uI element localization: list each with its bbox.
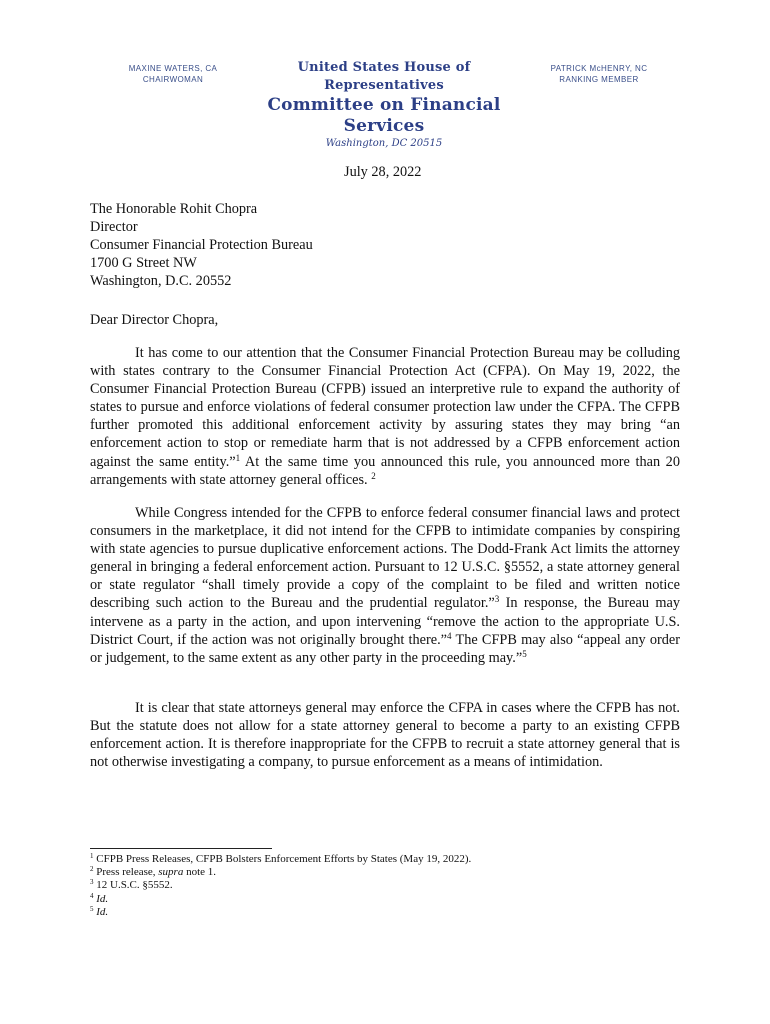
salutation: Dear Director Chopra, [90, 312, 219, 328]
ranking-member-title: RANKING MEMBER [559, 75, 639, 84]
paragraph-1-text-a: It has come to our attention that the Consumer Financial Protection Bureau may be colluding with states contrary to the Consumer Financial Protection Act (CFPA). On May 19, 2022, the Consumer Financial Protection Bureau (CFPB) issued an interpretive rule to expand the authority of states to pursue and enforce violations of federal consumer protection law under the CFPA. The CFPB further promoted this additional enforcement activity by assuring states they may bring “an enforcement action to stop or remediate harm that is not addressed by a CFPB enforcement action against the same entity.” [90, 345, 680, 470]
footnote-text: CFPB Press Releases, CFPB Bolsters Enforcement Efforts by States (May 19, 2022). [96, 853, 472, 865]
footnote-number: 3 [90, 878, 94, 887]
recipient-name: The Honorable Rohit Chopra [90, 201, 258, 217]
letter-date: July 28, 2022 [344, 164, 422, 180]
recipient-org: Consumer Financial Protection Bureau [90, 237, 313, 254]
footnote [90, 853, 680, 866]
letterhead-committee [245, 59, 523, 151]
recipient-street: 1700 G Street NW [90, 255, 197, 272]
paragraph-2-text-c: The CFPB may also “appeal any order or judgement, to the same extent as any other party in the proceeding may.” [90, 631, 680, 666]
footnote-ref-5: 5 [522, 648, 527, 659]
footnote-ref-2: 2 [371, 470, 376, 481]
paragraph-2 [90, 504, 680, 667]
footnote-ref-1: 1 [235, 452, 241, 463]
footnote-separator [90, 848, 272, 849]
chair-title: CHAIRWOMAN [142, 75, 204, 84]
footnote-number: 1 [90, 852, 94, 860]
footnote [90, 893, 680, 906]
recipient-title: Director [90, 219, 138, 236]
paragraph-1-text-b: At the same time you announced this rule, you announced more than 20 arrangements with state attorney general offices. [90, 453, 680, 488]
recipient-city: Washington, D.C. 20552 [90, 273, 232, 290]
footnote-italic: Id. [96, 892, 109, 905]
committee-location: Washington, DC 20515 [325, 138, 443, 149]
footnote-italic: Id. [96, 905, 109, 918]
footnote-ref-3: 3 [494, 594, 500, 605]
ranking-member-name: PATRICK McHENRY, NC [550, 64, 648, 73]
letterhead-chair [118, 63, 228, 85]
footnote-text: 12 U.S.C. §5552. [96, 879, 173, 892]
recipient-address [90, 200, 680, 290]
footnote-ref-4: 4 [447, 630, 452, 641]
letterhead-ranking-member [543, 63, 655, 85]
footnote [90, 879, 680, 892]
footnote-number: 5 [90, 904, 94, 913]
footnote-number: 2 [90, 865, 94, 874]
footnote-number: 4 [90, 891, 94, 900]
house-name: United States House of Representatives [297, 60, 471, 93]
chair-name: MAXINE WATERS, CA [128, 64, 218, 73]
committee-name: Committee on Financial Services [267, 95, 501, 136]
footnote-text: note 1. [183, 866, 217, 879]
paragraph-2-text-b: In response, the Bureau may intervene as a party in the action, and upon intervening “remove the action to the appropriate U.S. District Court, if the action was not originally brought there.” [90, 595, 680, 648]
footnotes [90, 853, 680, 919]
footnote-italic: supra [158, 866, 184, 879]
paragraph-3: It is clear that state attorneys general may enforce the CFPA in cases where the CFPB has not. But the statute does not allow for a state attorney general to become a party to an existing CFPB enforcement action. It is therefore inappropriate for the CFPB to recruit a state attorney general that is not otherwise investigating a company, to pursue enforcement as a means of intimidation. [90, 700, 680, 771]
footnote-text: Press release, [96, 866, 159, 879]
footnote [90, 866, 680, 879]
footnote [90, 906, 680, 919]
paragraph-1 [90, 344, 680, 489]
paragraph-2-text-a: While Congress intended for the CFPB to enforce federal consumer financial laws and protect consumers in the marketplace, it did not intend for the CFPB to intimidate companies by conspiring with state agencies to pursue duplicative enforcement actions. The Dodd-Frank Act limits the attorney general in bringing a federal enforcement action. Pursuant to 12 U.S.C. §5552, a state attorney general or state regulator “shall timely provide a copy of the complaint to be filed and written notice describing such action to the Bureau and the prudential regulator.” [90, 505, 680, 612]
